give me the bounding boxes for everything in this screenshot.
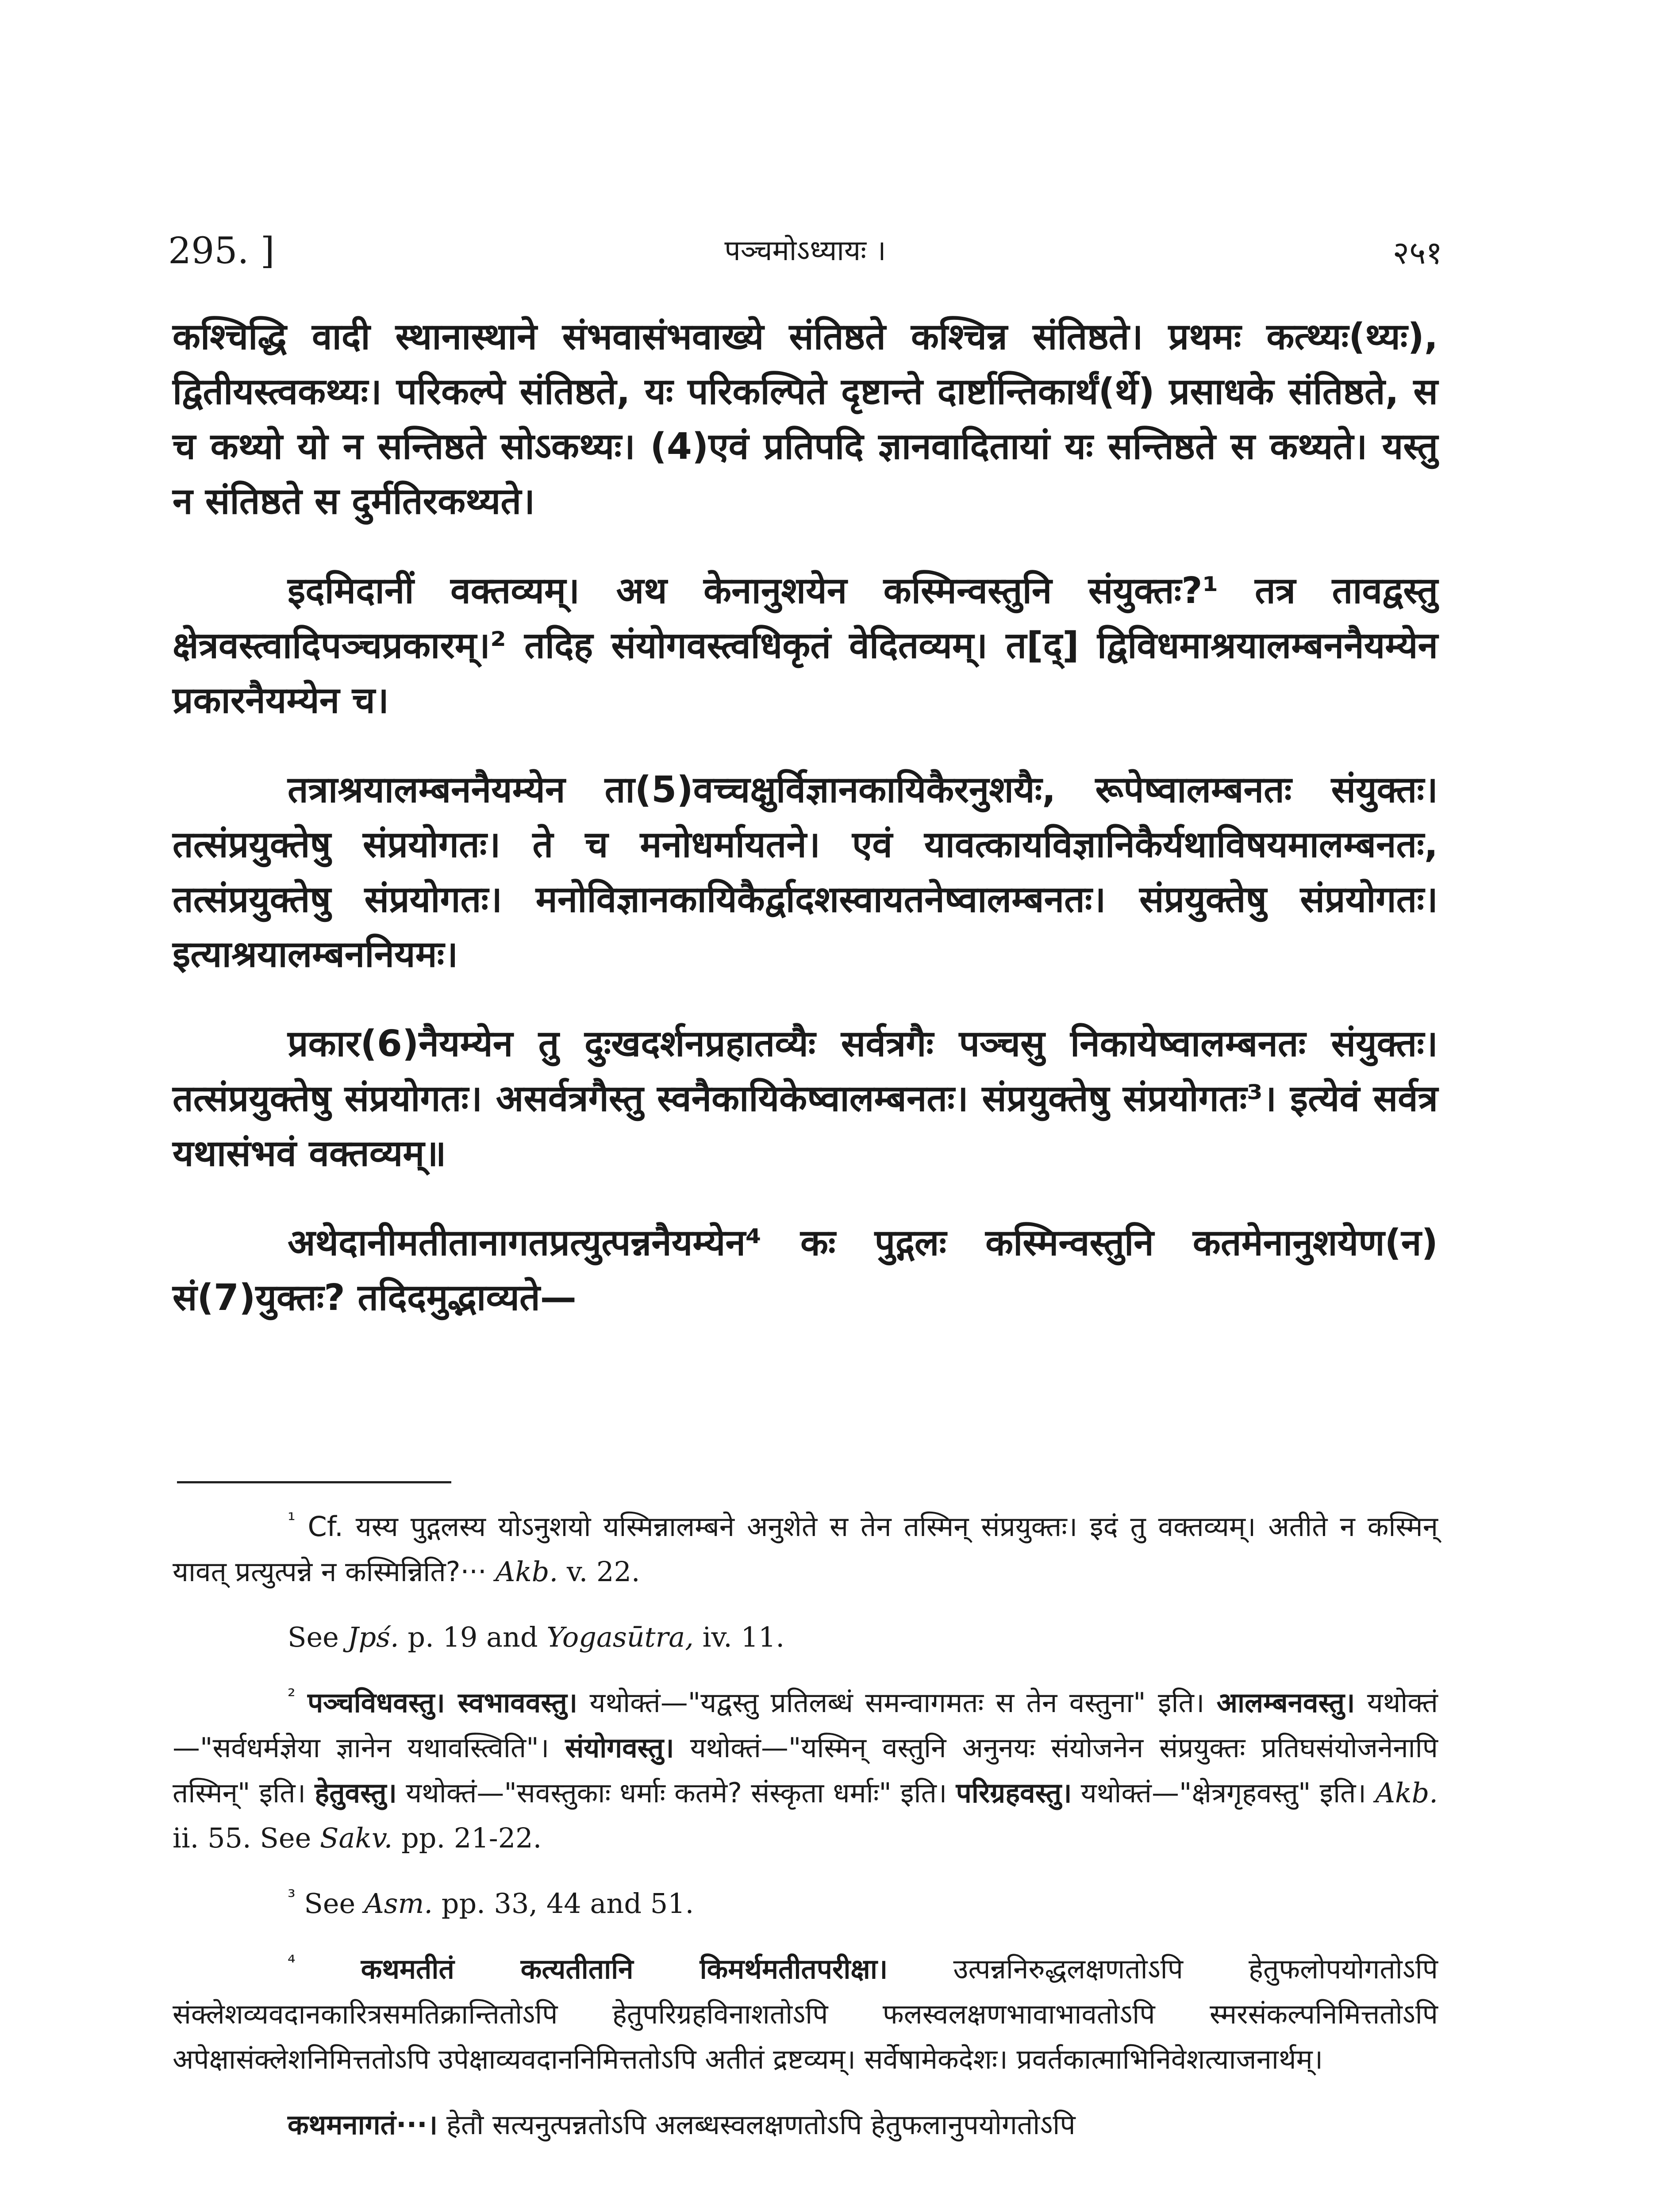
footnote-1-source: Akb.: [495, 1555, 558, 1588]
footnote-2-term-4: हेतुवस्तु।: [315, 1777, 397, 1809]
footnote-4-lead: कथमतीतं कत्यतीतानि किमर्थमतीतपरीक्षा।: [361, 1953, 888, 1985]
paragraph-5: अथेदानीमतीतानागतप्रत्युत्पन्ननैयम्येन⁴ कः पुद्गलः कस्मिन्वस्तुनि कतमेनानुशयेण(न) सं(7)युक्तः? तदिदमुद्भाव्यते—: [173, 1222, 1438, 1319]
footnote-1-text: Cf. यस्य पुद्गलस्य योऽनुशयो यस्मिन्नालम्बने अनुशेते स तेन तस्मिन् संप्रयुक्तः। इदं तु वक्तव्यम्। अतीते न कस्मिन् यावत् प्रत्युत्पन्ने न कस्मिन्निति?···: [173, 1510, 1438, 1588]
footnote-2-pages: pp. 21-22.: [401, 1822, 542, 1854]
footnote-2-text-1: यथोक्तं—"यद्वस्तु प्रतिलब्धं समन्वागमतः स तेन वस्तुना" इति।: [589, 1686, 1205, 1719]
footnote-4-continued: [173, 2102, 1438, 2147]
page-reference: 295. ]: [168, 230, 275, 272]
footnote-3-see: See: [304, 1887, 356, 1920]
footnote-2-term-2: आलम्बनवस्तु।: [1216, 1686, 1355, 1719]
paragraph-1: कश्चिद्धि वादी स्थानास्थाने संभवासंभवाख्ये संतिष्ठते कश्चिन्न संतिष्ठते। प्रथमः कत्थ्यः(थ्यः), द्वितीयस्त्वकथ्यः। परिकल्पे संतिष्ठते, यः परिकल्पिते दृष्टान्ते दार्ष्टान्तिकार्थं(र्थे) प्रसाधके संतिष्ठते, स च कथ्यो यो न सन्तिष्ठते सोऽकथ्यः। (4)एवं प्रतिपदि ज्ञानवादितायां यः सन्तिष्ठते स कथ्यते। यस्तु न संतिष्ठते स दुर्मतिरकथ्यते।: [173, 316, 1438, 522]
see-label: See: [288, 1621, 339, 1653]
footnote-2-source: Akb.: [1375, 1777, 1438, 1809]
footnote-4-number: ⁴: [288, 1951, 296, 1974]
footnote-4: [173, 1947, 1438, 2082]
paragraph-3: तत्राश्रयालम्बननैयम्येन ता(5)वच्चक्षुर्विज्ञानकायिकैरनुशयैः, रूपेष्वालम्बनतः संयुक्तः। तत्संप्रयुक्तेषु संप्रयोगतः। ते च मनोधर्मायतने। एवं यावत्कायविज्ञानिकैर्यथाविषयमालम्बनतः, तत्संप्रयुक्तेषु संप्रयोगतः। मनोविज्ञानकायिकैर्द्वादशस्वायतनेष्वालम्बनतः। संप्रयुक्तेषु संप्रयोगतः। इत्याश्रयालम्बननियमः।: [173, 769, 1438, 975]
running-header: [168, 230, 1442, 283]
source-jps: Jpś.: [347, 1621, 399, 1653]
footnote-1-number: ¹: [288, 1509, 296, 1532]
footnote-2-text-2: यथोक्तं—"सर्वधर्मज्ञेया ज्ञानेन यथावस्त्विति"।: [173, 1686, 1438, 1764]
footnote-2-text-5: यथोक्तं—"क्षेत्रगृहवस्तु" इति।: [1080, 1777, 1367, 1809]
footnote-2-text-3: यथोक्तं—"यस्मिन् वस्तुनि अनुनयः संयोजनेन संप्रयुक्तः प्रतिघसंयोजनेनापि तस्मिन्" इति।: [173, 1732, 1438, 1809]
page-number: २५१: [1392, 234, 1442, 271]
footnote-3-source: Asm.: [364, 1887, 433, 1920]
footnote-2-location: ii. 55.: [173, 1822, 251, 1854]
see-middle: p. 19 and: [407, 1621, 538, 1653]
footnote-2-source-sakv: Sakv.: [319, 1822, 393, 1854]
footnote-1-see-also: [173, 1615, 1438, 1660]
footnote-3-number: ³: [288, 1886, 296, 1909]
footnote-3: [173, 1881, 1438, 1926]
chapter-title: पञ्चमोऽध्यायः ।: [724, 234, 886, 267]
source-yogasutra: Yogasūtra,: [546, 1621, 694, 1653]
footnote-1-location: v. 22.: [566, 1555, 640, 1588]
paragraph-2: इदमिदानीं वक्तव्यम्। अथ केनानुशयेन कस्मिन्वस्तुनि संयुक्तः?¹ तत्र तावद्वस्तु क्षेत्रवस्त्वादिपञ्चप्रकारम्।² तदिह संयोगवस्त्वधिकृतं वेदितव्यम्। त[द्] द्विविधमाश्रयालम्बननैयम्येन प्रकारनैयम्येन च।: [173, 570, 1438, 722]
main-text: [173, 310, 1438, 1360]
footnote-4-cont-text: हेतौ सत्यनुत्पन्नतोऽपि अलब्धस्वलक्षणतोऽपि हेतुफलानुपयोगतोऽपि: [446, 2108, 1076, 2141]
paragraph-4: प्रकार(6)नैयम्येन तु दुःखदर्शनप्रहातव्यैः सर्वत्रगैः पञ्चसु निकायेष्वालम्बनतः संयुक्तः। तत्संप्रयुक्तेषु संप्रयोगतः। असर्वत्रगैस्तु स्वनैकायिकेष्वालम्बनतः। संप्रयुक्तेषु संप्रयोगतः³। इत्येवं सर्वत्र यथासंभवं वक्तव्यम्॥: [173, 1023, 1438, 1175]
footnote-2-term-3: संयोगवस्तु।: [565, 1732, 674, 1764]
footnote-4-cont-lead: कथमनागतं···।: [288, 2108, 438, 2141]
footnote-3-pages: pp. 33, 44 and 51.: [441, 1887, 694, 1920]
footnote-2-lead: पञ्चविधवस्तु। स्वभाववस्तु।: [307, 1686, 578, 1719]
footnote-1: [173, 1504, 1438, 1594]
footnote-divider: [177, 1481, 451, 1483]
footnote-2-text-4: यथोक्तं—"सवस्तुकाः धर्माः कतमे? संस्कृता धर्माः" इति।: [406, 1777, 947, 1809]
footnote-2: [173, 1680, 1438, 1861]
see-location: iv. 11.: [702, 1621, 785, 1653]
footnote-2-see: See: [260, 1822, 311, 1854]
footnote-2-number: ²: [288, 1685, 296, 1708]
footnote-4-text: उत्पन्ननिरुद्धलक्षणतोऽपि हेतुफलोपयोगतोऽपि संक्लेशव्यवदानकारित्रसमतिक्रान्तितोऽपि हेतुपरिग्रहविनाशतोऽपि फलस्वलक्षणभावाभावतोऽपि स्मरसंकल्पनिमित्ततोऽपि अपेक्षासंक्लेशनिमित्ततोऽपि उपेक्षाव्यवदाननिमित्ततोऽपि अतीतं द्रष्टव्यम्। सर्वेषामेकदेशः। प्रवर्तकात्माभिनिवेशत्याजनार्थम्।: [173, 1953, 1438, 2075]
footnote-2-term-5: परिग्रहवस्तु।: [956, 1777, 1072, 1809]
footnotes: [173, 1504, 1438, 2168]
